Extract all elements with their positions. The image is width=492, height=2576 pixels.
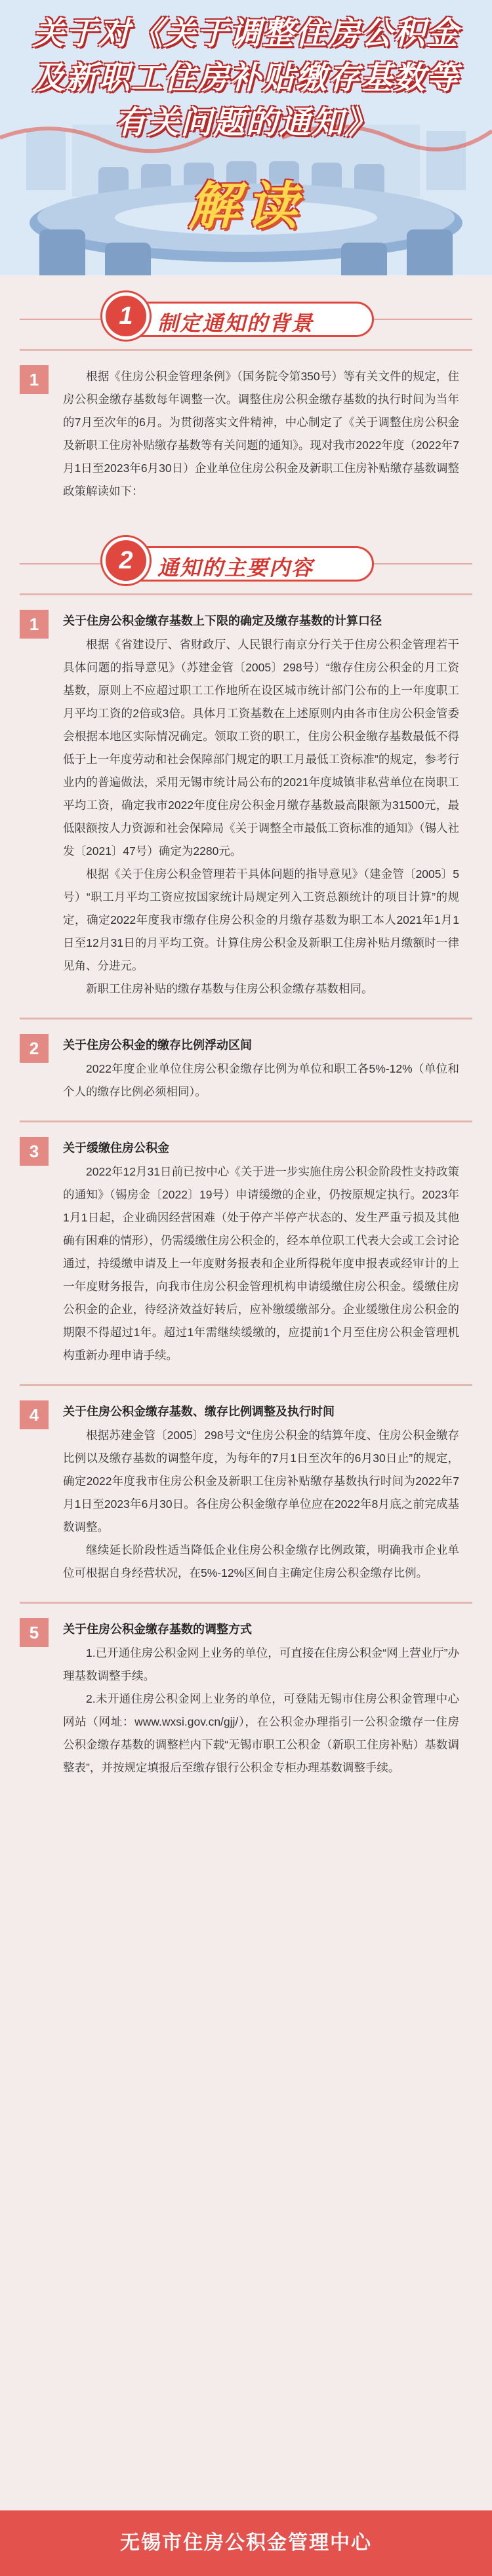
paragraph: 继续延长阶段性适当降低企业住房公积金缴存比例政策，明确我市企业单位可根据自身经营状况，在5%-12%区间自主确定住房公积金缴存比例。 <box>63 1543 459 1579</box>
background-item-1 <box>20 349 472 520</box>
section-number-badge: 1 <box>102 292 150 340</box>
item-number-badge: 4 <box>20 1400 49 1429</box>
title-line-2: 及新职工住房补贴缴存基数等 <box>32 61 459 96</box>
section-title: 通知的主要内容 <box>157 556 314 580</box>
paragraph: 2022年12月31日前已按中心《关于进一步实施住房公积金阶段性支持政策的通知》（锡房金〔2022〕19号）申请缓缴的企业，仍按原规定执行。2023年1月1日起，企业确因经营困难（处于停产半停产状态的、发生严重亏损及其他确有困难的情形），仍需缓缴住房公积金的，经本单位职工代表大会或工会讨论通过，持缓缴申请及上一年度财务报表和企业所得税年度申报表或经审计的上一年度财务报告，向我市住房公积金管理机构申请缓缴住房公积金。缓缴住房公积金的企业，待经济效益好转后，应补缴缓缴部分。企业缓缴住房公积金的期限不得超过1年。超过1年需继续缓缴的，应提前1个月至住房公积金管理机构重新办理申请手续。 <box>63 1165 459 1362</box>
title-line-3: 有关问题的通知》 <box>114 106 377 140</box>
section-number-badge: 2 <box>102 537 150 584</box>
item-number-badge: 2 <box>20 1034 49 1063</box>
item-number-badge: 3 <box>20 1137 49 1166</box>
paragraph: 1.已开通住房公积金网上业务的单位，可直接在住房公积金“网上营业厅”办理基数调整手续。 <box>63 1646 459 1682</box>
content-item-5 <box>20 1602 472 1796</box>
section-title: 制定通知的背景 <box>157 311 314 335</box>
paragraph: 根据《省建设厅、省财政厅、人民银行南京分行关于住房公积金管理若干具体问题的指导意见》（苏建金管〔2005〕298号）“缴存住房公积金的月工资基数，原则上不应超过职工工作地所在设区城市统计部门公布的上一年度职工月平均工资的2倍或3倍。具体月工资基数在上述原则内由各市住房公积金管委会根据本地区实际情况确定。领取工资的职工，住房公积金缴存基数最低不得低于上一年度劳动和社会保障部门规定的职工月最低工资标准”的规定，参考行业内的普遍做法，采用无锡市统计局公布的2021年度城镇非私营单位在岗职工平均工资，确定我市2022年度住房公积金月缴存基数最高限额为31500元，最低限额按人力资源和社会保障局《关于调整全市最低工资标准的通知》（锡人社发〔2021〕47号）确定为2280元。 <box>63 638 459 858</box>
subtitle-jiedu: 解读 <box>188 177 304 235</box>
item-heading: 关于住房公积金缴存基数的调整方式 <box>63 1623 252 1636</box>
footer-org-name: 无锡市住房公积金管理中心 <box>0 2510 492 2576</box>
content-item-3 <box>20 1120 472 1384</box>
paragraph: 根据《住房公积金管理条例》（国务院令第350号）等有关文件的规定，住房公积金缴存基数每年调整一次。调整住房公积金缴存基数的执行时间为当年的7月至次年的6月。为贯彻落实文件精神，中心制定了《关于调整住房公积金及新职工住房补贴缴存基数等有关问题的通知》。现对我市2022年度（2022年7月1日至2023年6月30日）企业单位住房公积金及新职工住房补贴缴存基数调整政策解读如下： <box>63 370 459 498</box>
header-banner <box>0 0 492 275</box>
paragraph: 根据苏建金管〔2005〕298号文“住房公积金的结算年度、住房公积金缴存比例以及缴存基数的调整年度，为每年的7月1日至次年的6月30日止”的规定，确定2022年度我市住房公积金及新职工住房补贴缴存基数执行时间为2022年7月1日至2023年6月30日。各住房公积金缴存单位应在2022年8月底之前完成基数调整。 <box>63 1429 459 1534</box>
content-item-2 <box>20 1018 472 1120</box>
item-heading: 关于住房公积金缴存基数上下限的确定及缴存基数的计算口径 <box>63 614 382 627</box>
item-heading: 关于住房公积金缴存基数、缴存比例调整及执行时间 <box>63 1405 335 1418</box>
item-number-badge: 1 <box>20 365 49 394</box>
paragraph: 根据《关于住房公积金管理若干具体问题的指导意见》（建金管〔2005〕5号）“职工月平均工资应按国家统计局规定列入工资总额统计的项目计算”的规定，确定2022年度我市缴存住房公积金的月缴存基数为职工本人2021年1月1日至12月31日的月平均工资。计算住房公积金及新职工住房补贴月缴额时一律见角、分进元。 <box>63 867 459 972</box>
section-header-background <box>20 290 472 349</box>
title-line-1: 关于对《关于调整住房公积金 <box>32 16 459 51</box>
item-number-badge: 5 <box>20 1618 49 1647</box>
content-item-4 <box>20 1384 472 1602</box>
paragraph: 2022年度企业单位住房公积金缴存比例为单位和职工各5%-12%（单位和个人的缴存比例必须相同）。 <box>63 1062 459 1098</box>
content-item-1 <box>20 593 472 1018</box>
paragraph: 新职工住房补贴的缴存基数与住房公积金缴存基数相同。 <box>86 982 373 995</box>
item-number-badge: 1 <box>20 610 49 639</box>
item-heading: 关于缓缴住房公积金 <box>63 1141 169 1155</box>
section-header-main-content <box>20 534 472 593</box>
paragraph: 2.未开通住房公积金网上业务的单位，可登陆无锡市住房公积金管理中心网站（网址：www.wxsi.gov.cn/gjj/），在公积金办理指引一公积金缴存一住房公积金缴存基数的调整栏内下载“无锡市职工公积金（新职工住房补贴）基数调整表”，并按规定填报后至缴存银行公积金专柜办理基数调整手续。 <box>63 1692 459 1774</box>
page-title <box>0 12 492 146</box>
item-heading: 关于住房公积金的缴存比例浮动区间 <box>63 1039 252 1052</box>
